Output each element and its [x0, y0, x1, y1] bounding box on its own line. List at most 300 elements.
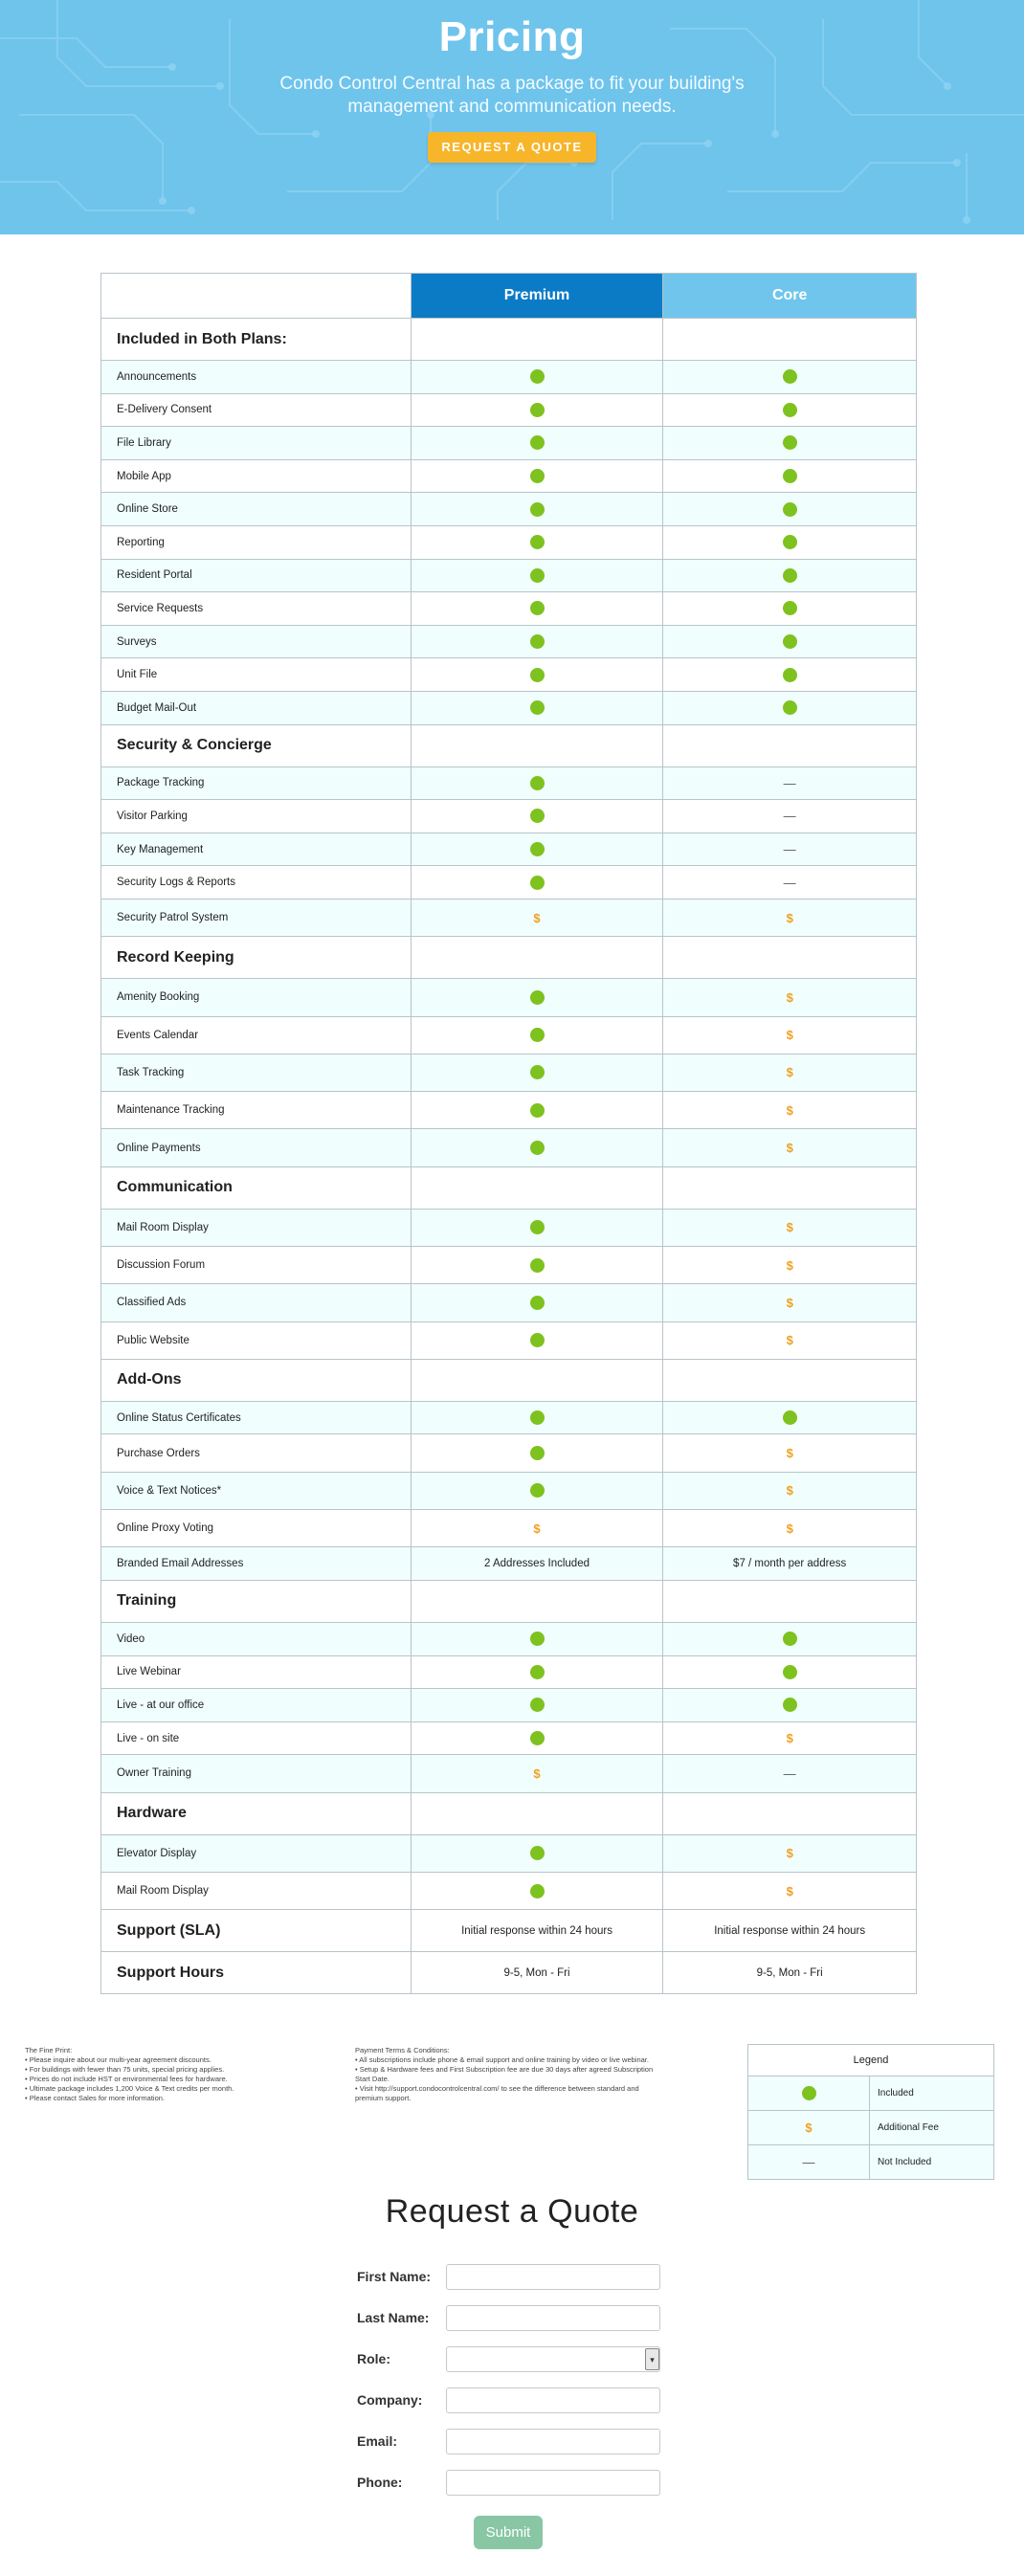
fee-cell	[411, 899, 663, 936]
fee-cell	[663, 1834, 917, 1872]
request-quote-title: Request a Quote	[385, 2193, 639, 2230]
support-row	[101, 1910, 917, 1952]
feature-name: Security Logs & Reports	[101, 866, 412, 899]
included-cell	[411, 625, 663, 658]
fee-cell	[663, 1092, 917, 1129]
section-header-empty-cell	[663, 1792, 917, 1834]
not-included-cell	[663, 766, 917, 800]
not-included-cell	[663, 800, 917, 833]
dollar-icon: $	[786, 1483, 793, 1499]
feature-name: Video	[101, 1622, 412, 1655]
feature-row	[101, 1622, 917, 1655]
check-dot-icon	[530, 1220, 545, 1234]
check-dot-icon	[530, 1698, 545, 1712]
check-dot-icon	[530, 502, 545, 517]
feature-row	[101, 1472, 917, 1509]
dollar-icon: $	[786, 1295, 793, 1310]
feature-name: Maintenance Tracking	[101, 1092, 412, 1129]
feature-row	[101, 833, 917, 866]
included-cell	[411, 1016, 663, 1054]
section-header-row	[101, 1359, 917, 1401]
check-dot-icon	[783, 568, 797, 583]
fine-print-line: • Ultimate package includes 1,200 Voice & Text credits per month.	[25, 2084, 234, 2093]
included-cell	[663, 525, 917, 559]
section-header-row	[101, 319, 917, 361]
dollar-icon: $	[786, 1333, 793, 1348]
section-header-row	[101, 1580, 917, 1622]
section-header-empty-cell	[411, 1359, 663, 1401]
check-dot-icon	[530, 876, 545, 890]
feature-row	[101, 1755, 917, 1792]
section-header-empty-cell	[663, 937, 917, 979]
payment-terms-line: • Setup & Hardware fees and First Subscription fee are due 30 days after agreed Subscription Start Date.	[355, 2065, 654, 2083]
check-dot-icon	[783, 601, 797, 615]
check-dot-icon	[530, 990, 545, 1005]
included-cell	[663, 427, 917, 460]
included-cell	[411, 1872, 663, 1909]
section-header-empty-cell	[411, 937, 663, 979]
support-title: Support Hours	[101, 1952, 412, 1994]
included-cell	[663, 393, 917, 427]
included-cell	[663, 493, 917, 526]
feature-name: Reporting	[101, 525, 412, 559]
included-cell	[411, 1321, 663, 1359]
feature-name: Unit File	[101, 658, 412, 692]
fine-print	[25, 2046, 283, 2103]
fine-print-line: • Please contact Sales for more information.	[25, 2094, 166, 2102]
included-cell	[411, 493, 663, 526]
included-cell	[663, 658, 917, 692]
feature-row	[101, 525, 917, 559]
email-label: Email:	[357, 2433, 398, 2449]
feature-name: Online Proxy Voting	[101, 1510, 412, 1547]
check-dot-icon	[530, 1483, 545, 1498]
form-row-role	[357, 2346, 673, 2373]
dash-icon: —	[783, 842, 796, 857]
check-dot-icon	[530, 1846, 545, 1860]
included-cell	[663, 592, 917, 626]
check-dot-icon	[530, 1731, 545, 1745]
phone-label: Phone:	[357, 2475, 403, 2490]
included-cell	[663, 691, 917, 724]
request-quote-button[interactable]: REQUEST A QUOTE	[428, 132, 596, 163]
included-cell	[411, 1472, 663, 1509]
first-name-label: First Name:	[357, 2269, 432, 2284]
section-header-empty-cell	[411, 1166, 663, 1209]
section-header-empty-cell	[663, 1359, 917, 1401]
page-title: Pricing	[438, 13, 586, 60]
check-dot-icon	[530, 842, 545, 856]
fee-cell	[663, 1434, 917, 1472]
check-dot-icon	[783, 1410, 797, 1425]
feature-row	[101, 1721, 917, 1755]
check-dot-icon	[530, 535, 545, 549]
feature-name: Online Store	[101, 493, 412, 526]
fee-cell	[663, 1016, 917, 1054]
feature-name: Classified Ads	[101, 1284, 412, 1321]
hero-subtitle: Condo Control Central has a package to fit your building's management and communication needs.	[279, 74, 745, 117]
feature-name: Online Payments	[101, 1129, 412, 1166]
fee-cell	[663, 1472, 917, 1509]
feature-row	[101, 1321, 917, 1359]
check-dot-icon	[530, 1446, 545, 1460]
payment-terms	[355, 2046, 661, 2103]
dollar-icon: $	[786, 1220, 793, 1235]
feature-name: Owner Training	[101, 1755, 412, 1792]
dash-icon: —	[783, 809, 796, 824]
chevron-down-icon[interactable]: ▾	[645, 2348, 659, 2370]
fee-cell	[411, 1510, 663, 1547]
feature-name: Discussion Forum	[101, 1246, 412, 1283]
feature-name: Security Patrol System	[101, 899, 412, 936]
included-cell	[663, 1622, 917, 1655]
legend-label: Additional Fee	[870, 2111, 994, 2145]
check-dot-icon	[530, 1632, 545, 1646]
feature-name: E-Delivery Consent	[101, 393, 412, 427]
form-row-company	[357, 2387, 673, 2414]
not-included-cell	[663, 1755, 917, 1792]
check-dot-icon	[530, 1103, 545, 1118]
fee-cell	[663, 979, 917, 1016]
feature-row	[101, 1016, 917, 1054]
plan-header-core: Core	[663, 274, 917, 319]
included-cell	[411, 393, 663, 427]
feature-row	[101, 592, 917, 626]
dollar-icon: $	[786, 1141, 793, 1156]
included-cell	[663, 1401, 917, 1434]
included-cell	[411, 1129, 663, 1166]
form-row-first-name	[357, 2264, 673, 2291]
included-cell	[411, 1721, 663, 1755]
included-cell	[411, 1689, 663, 1722]
included-cell	[411, 658, 663, 692]
check-dot-icon	[783, 634, 797, 649]
included-cell	[411, 1246, 663, 1283]
dollar-icon: $	[786, 1846, 793, 1861]
check-dot-icon	[783, 403, 797, 417]
feature-name: Branded Email Addresses	[101, 1547, 412, 1581]
included-cell	[663, 459, 917, 493]
legend-not-included-icon-cell	[748, 2145, 870, 2180]
check-dot-icon	[783, 435, 797, 450]
feature-name: Service Requests	[101, 592, 412, 626]
dollar-icon: $	[786, 1731, 793, 1746]
feature-name: Live - at our office	[101, 1689, 412, 1722]
fee-cell	[663, 1872, 917, 1909]
dollar-icon: $	[786, 1521, 793, 1536]
hero-banner	[0, 0, 1024, 234]
included-cell	[411, 800, 663, 833]
included-cell	[663, 1689, 917, 1722]
fee-cell	[663, 1510, 917, 1547]
section-header-empty-cell	[411, 319, 663, 361]
feature-name: Surveys	[101, 625, 412, 658]
feature-name: Live - on site	[101, 1721, 412, 1755]
check-dot-icon	[530, 601, 545, 615]
submit-button[interactable]: Submit	[474, 2516, 543, 2549]
header-blank-cell	[101, 274, 412, 319]
section-title: Record Keeping	[101, 937, 412, 979]
email-input[interactable]	[446, 2429, 660, 2454]
feature-row	[101, 427, 917, 460]
included-cell	[663, 361, 917, 394]
check-dot-icon	[530, 1884, 545, 1899]
support-value: Initial response within 24 hours	[663, 1910, 917, 1952]
feature-row	[101, 1689, 917, 1722]
fine-print-title: The Fine Print:	[25, 2046, 73, 2054]
feature-name: Task Tracking	[101, 1054, 412, 1091]
dollar-icon: $	[786, 1883, 793, 1899]
support-title: Support (SLA)	[101, 1910, 412, 1952]
included-cell	[411, 1401, 663, 1434]
value-text-cell: $7 / month per address	[663, 1547, 917, 1581]
feature-name: Resident Portal	[101, 559, 412, 592]
dollar-icon: $	[533, 910, 541, 925]
check-dot-icon	[530, 1333, 545, 1347]
feature-row	[101, 1872, 917, 1909]
dollar-icon: $	[533, 1765, 541, 1781]
fee-cell	[663, 1284, 917, 1321]
included-cell	[411, 1209, 663, 1246]
feature-row	[101, 393, 917, 427]
dollar-icon: $	[786, 910, 793, 925]
feature-row	[101, 1092, 917, 1129]
payment-terms-title: Payment Terms & Conditions:	[355, 2046, 450, 2054]
check-dot-icon	[530, 1296, 545, 1310]
check-dot-icon	[530, 809, 545, 823]
section-header-row	[101, 724, 917, 766]
check-dot-icon	[530, 700, 545, 715]
fee-cell	[663, 1054, 917, 1091]
form-row-last-name	[357, 2305, 673, 2332]
feature-row	[101, 1129, 917, 1166]
not-included-cell	[663, 866, 917, 899]
feature-row	[101, 1209, 917, 1246]
feature-row	[101, 459, 917, 493]
feature-row	[101, 979, 917, 1016]
included-cell	[663, 625, 917, 658]
support-value: 9-5, Mon - Fri	[411, 1952, 663, 1994]
section-header-empty-cell	[411, 1580, 663, 1622]
pricing-table-container	[100, 273, 917, 1994]
feature-name: Visitor Parking	[101, 800, 412, 833]
feature-name: Online Status Certificates	[101, 1401, 412, 1434]
feature-row	[101, 559, 917, 592]
feature-row	[101, 800, 917, 833]
value-text-cell: 2 Addresses Included	[411, 1547, 663, 1581]
feature-row	[101, 1284, 917, 1321]
section-title: Communication	[101, 1166, 412, 1209]
feature-row	[101, 1547, 917, 1581]
feature-name: Announcements	[101, 361, 412, 394]
support-value: 9-5, Mon - Fri	[663, 1952, 917, 1994]
first-name-input[interactable]	[446, 2264, 660, 2290]
section-header-empty-cell	[663, 1580, 917, 1622]
check-dot-icon	[530, 435, 545, 450]
legend-title: Legend	[748, 2045, 994, 2076]
feature-row	[101, 866, 917, 899]
dash-icon: —	[783, 775, 796, 790]
plan-header-premium: Premium	[411, 274, 663, 319]
last-name-label: Last Name:	[357, 2310, 430, 2325]
included-cell	[411, 1054, 663, 1091]
dollar-icon: $	[786, 1257, 793, 1273]
check-dot-icon	[530, 776, 545, 790]
feature-name: Mail Room Display	[101, 1209, 412, 1246]
check-dot-icon	[783, 1665, 797, 1679]
phone-input[interactable]	[446, 2470, 660, 2496]
feature-name: Purchase Orders	[101, 1434, 412, 1472]
feature-row	[101, 1434, 917, 1472]
check-dot-icon	[783, 1632, 797, 1646]
section-header-row	[101, 937, 917, 979]
feature-row	[101, 1054, 917, 1091]
dollar-icon: $	[786, 1446, 793, 1461]
feature-name: Mobile App	[101, 459, 412, 493]
dollar-icon: $	[786, 989, 793, 1005]
included-cell	[411, 1834, 663, 1872]
dash-icon: —	[783, 875, 796, 890]
section-title: Training	[101, 1580, 412, 1622]
check-dot-icon	[783, 700, 797, 715]
form-row-email	[357, 2429, 673, 2455]
check-dot-icon	[530, 1258, 545, 1273]
dollar-icon: $	[786, 1028, 793, 1043]
company-input[interactable]	[446, 2387, 660, 2413]
pricing-table	[100, 273, 917, 1994]
feature-name: File Library	[101, 427, 412, 460]
dash-icon: —	[802, 2155, 815, 2169]
feature-name: Package Tracking	[101, 766, 412, 800]
included-cell	[411, 766, 663, 800]
section-title: Add-Ons	[101, 1359, 412, 1401]
fee-cell	[663, 1209, 917, 1246]
feature-row	[101, 1246, 917, 1283]
feature-name: Elevator Display	[101, 1834, 412, 1872]
check-dot-icon	[783, 535, 797, 549]
last-name-input[interactable]	[446, 2305, 660, 2331]
feature-name: Mail Room Display	[101, 1872, 412, 1909]
included-cell	[411, 1655, 663, 1689]
form-row-phone	[357, 2470, 673, 2497]
check-dot-icon	[530, 469, 545, 483]
not-included-cell	[663, 833, 917, 866]
included-cell	[411, 459, 663, 493]
section-header-row	[101, 1166, 917, 1209]
section-title: Security & Concierge	[101, 724, 412, 766]
role-select[interactable]	[446, 2346, 660, 2372]
feature-name: Public Website	[101, 1321, 412, 1359]
included-cell	[411, 361, 663, 394]
feature-name: Events Calendar	[101, 1016, 412, 1054]
included-cell	[411, 691, 663, 724]
check-dot-icon	[802, 2086, 816, 2100]
feature-row	[101, 1655, 917, 1689]
included-cell	[663, 559, 917, 592]
feature-row	[101, 1510, 917, 1547]
fee-cell	[663, 899, 917, 936]
feature-row	[101, 1401, 917, 1434]
feature-row	[101, 658, 917, 692]
check-dot-icon	[530, 668, 545, 682]
dollar-icon: $	[786, 1065, 793, 1080]
company-label: Company:	[357, 2392, 423, 2408]
included-cell	[411, 427, 663, 460]
feature-row	[101, 899, 917, 936]
check-dot-icon	[783, 502, 797, 517]
check-dot-icon	[530, 634, 545, 649]
check-dot-icon	[530, 369, 545, 384]
check-dot-icon	[783, 469, 797, 483]
fee-cell	[411, 1755, 663, 1792]
section-header-empty-cell	[663, 1166, 917, 1209]
check-dot-icon	[530, 568, 545, 583]
feature-row	[101, 1834, 917, 1872]
fee-cell	[663, 1721, 917, 1755]
feature-name: Live Webinar	[101, 1655, 412, 1689]
included-cell	[411, 592, 663, 626]
included-cell	[663, 1655, 917, 1689]
check-dot-icon	[530, 1141, 545, 1155]
check-dot-icon	[530, 1410, 545, 1425]
legend-fee-icon-cell	[748, 2111, 870, 2145]
section-header-empty-cell	[411, 1792, 663, 1834]
dollar-icon: $	[533, 1521, 541, 1536]
included-cell	[411, 525, 663, 559]
feature-row	[101, 361, 917, 394]
feature-row	[101, 493, 917, 526]
feature-name: Budget Mail-Out	[101, 691, 412, 724]
payment-terms-line: • Visit http://support.condocontrolcentral.com/ to see the difference between standard and premium support.	[355, 2084, 639, 2102]
included-cell	[411, 1622, 663, 1655]
feature-row	[101, 766, 917, 800]
fine-print-line: • For buildings with fewer than 75 units, special pricing applies.	[25, 2065, 225, 2074]
feature-row	[101, 691, 917, 724]
support-row	[101, 1952, 917, 1994]
section-header-empty-cell	[663, 724, 917, 766]
included-cell	[411, 1284, 663, 1321]
check-dot-icon	[783, 668, 797, 682]
included-cell	[411, 833, 663, 866]
payment-terms-line: • All subscriptions include phone & email support and online training by video or live webinar.	[355, 2055, 649, 2064]
section-header-row	[101, 1792, 917, 1834]
included-cell	[411, 1434, 663, 1472]
check-dot-icon	[530, 1028, 545, 1042]
fee-cell	[663, 1129, 917, 1166]
fine-print-line: • Please inquire about our multi-year agreement discounts.	[25, 2055, 211, 2064]
fine-print-line: • Prices do not include HST or environmental fees for hardware.	[25, 2075, 228, 2083]
check-dot-icon	[783, 369, 797, 384]
feature-row	[101, 625, 917, 658]
legend-label: Included	[870, 2076, 994, 2111]
included-cell	[411, 1092, 663, 1129]
support-value: Initial response within 24 hours	[411, 1910, 663, 1952]
included-cell	[411, 979, 663, 1016]
fee-cell	[663, 1246, 917, 1283]
dash-icon: —	[783, 1765, 796, 1781]
section-title: Hardware	[101, 1792, 412, 1834]
check-dot-icon	[530, 1065, 545, 1079]
dollar-icon: $	[786, 1102, 793, 1118]
included-cell	[411, 866, 663, 899]
dollar-icon: $	[805, 2121, 813, 2135]
role-label: Role:	[357, 2351, 390, 2366]
feature-name: Amenity Booking	[101, 979, 412, 1016]
check-dot-icon	[530, 1665, 545, 1679]
fee-cell	[663, 1321, 917, 1359]
section-title: Included in Both Plans:	[101, 319, 412, 361]
feature-name: Key Management	[101, 833, 412, 866]
